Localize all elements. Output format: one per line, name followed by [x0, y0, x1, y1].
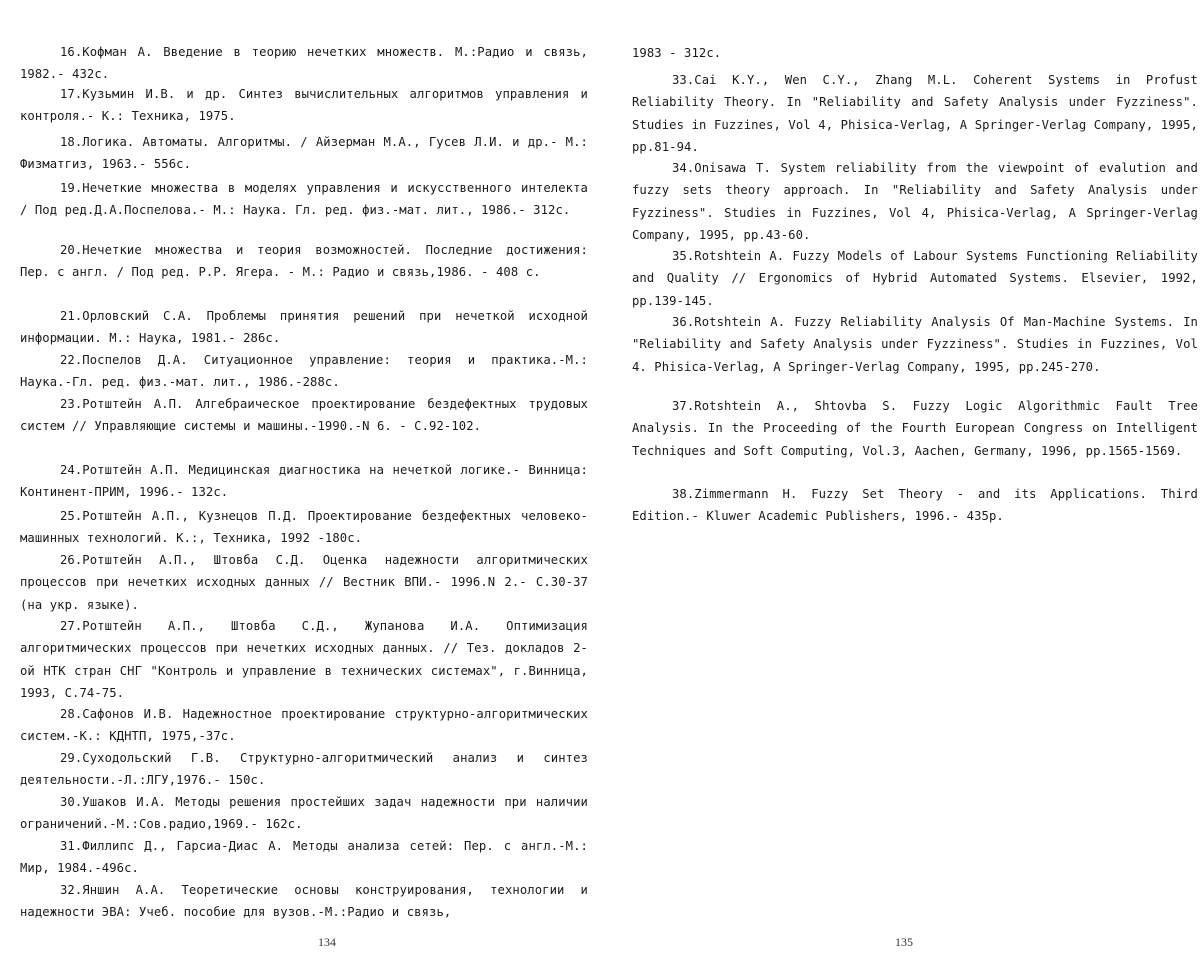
reference-33: 33.Cai K.Y., Wen C.Y., Zhang M.L. Coherent Systems in Profust Reliability Theory. In "Reliability and Safety Analysis under Fyzziness". Studies in Fuzzines, Vol 4, Phisica-Verlag, A Springer-Verlag Company, 1995, pp.81-94.: [632, 73, 1198, 154]
reference-20: 20.Нечеткие множества и теория возможностей. Последние достижения: Пер. с англ. / Под ред. Р.Р. Ягера. - М.: Радио и связь,1986. - 408 с.: [20, 243, 588, 280]
reference-16: 16.Кофман А. Введение в теорию нечетких множеств. М.:Радио и связь, 1982.- 432с.: [20, 45, 588, 82]
right-page: [610, 0, 1200, 969]
reference-26: 26.Ротштейн А.П., Штовба С.Д. Оценка надежности алгоритмических процессов при нечетких исходных данных // Вестник ВПИ.- 1996.N 2.- С.30-37 (на укр. языке).: [20, 553, 588, 612]
reference-27: 27.Ротштейн А.П., Штовба С.Д., Жупанова И.А. Оптимизация алгоритмических процессов при нечетких исходных данных. // Тез. докладов 2-ой НТК стран СНГ "Контроль и управление в технических системах", г.Винница, 1993, С.74-75.: [20, 619, 588, 700]
reference-29: 29.Суходольский Г.В. Структурно-алгоритмический анализ и синтез деятельности.-Л.:ЛГУ,1976.- 150с.: [20, 751, 588, 788]
reference-38: 38.Zimmermann H. Fuzzy Set Theory - and its Applications. Third Edition.- Kluwer Academic Publishers, 1996.- 435p.: [632, 487, 1198, 524]
page-number-left: 134: [318, 935, 336, 949]
page-number-right: 135: [895, 935, 913, 949]
reference-23: 23.Ротштейн А.П. Алгебраическое проектирование бездефектных трудовых систем // Управляющие системы и машины.-1990.-N 6. - С.92-102.: [20, 397, 588, 434]
reference-22: 22.Поспелов Д.А. Ситуационное управление: теория и практика.-М.: Наука.-Гл. ред. физ.-мат. лит., 1986.-288с.: [20, 353, 588, 390]
reference-37: 37.Rotshtein A., Shtovba S. Fuzzy Logic Algorithmic Fault Tree Analysis. In the Proceeding of the Fourth European Congress on Intelligent Techniques and Soft Computing, Vol.3, Aachen, Germany, 1996, pp.1565-1569.: [632, 399, 1198, 458]
reference-17: 17.Кузьмин И.В. и др. Синтез вычислительных алгоритмов управления и контроля.- К.: Техника, 1975.: [20, 87, 588, 124]
reference-35: 35.Rotshtein A. Fuzzy Models of Labour Systems Functioning Reliability and Quality // Ergonomics of Hybrid Automated Systems. Elsevier, 1992, pp.139-145.: [632, 249, 1198, 308]
reference-24: 24.Ротштейн А.П. Медицинская диагностика на нечеткой логике.- Винница: Континент-ПРИМ, 1996.- 132с.: [20, 463, 588, 500]
reference-28: 28.Сафонов И.В. Надежностное проектирование структурно-алгоритмических систем.-К.: КДНТП, 1975,-37с.: [20, 707, 588, 744]
reference-18: 18.Логика. Автоматы. Алгоритмы. / Айзерман М.А., Гусев Л.И. и др.- М.: Физматгиз, 1963.- 556с.: [20, 135, 588, 172]
reference-32-continuation: 1983 - 312с.: [632, 46, 722, 61]
reference-31: 31.Филлипс Д., Гарсиа-Диас А. Методы анализа сетей: Пер. с англ.-М.: Мир, 1984.-496с.: [20, 839, 588, 876]
reference-19: 19.Нечеткие множества в моделях управления и искусственного интелекта / Под ред.Д.А.Поспелова.- М.: Наука. Гл. ред. физ.-мат. лит., 1986.- 312с.: [20, 181, 588, 218]
reference-32: 32.Яншин А.А. Теоретические основы конструирования, технологии и надежности ЭВА: Учеб. пособие для вузов.-М.:Радио и связь,: [20, 883, 588, 920]
reference-21: 21.Орловский С.А. Проблемы принятия решений при нечеткой исходной информации. М.: Наука, 1981.- 286с.: [20, 309, 588, 346]
reference-36: 36.Rotshtein A. Fuzzy Reliability Analysis Of Man-Machine Systems. In "Reliability and Safety Analysis under Fyzziness". Studies in Fuzzines, Vol 4. Phisica-Verlag, A Springer-Verlag Company, 1995, pp.245-270.: [632, 315, 1198, 374]
reference-34: 34.Onisawa T. System reliability from the viewpoint of evalution and fuzzy sets theory approach. In "Reliability and Safety Analysis under Fyzziness". Studies in Fuzzines, Vol 4, Phisica-Verlag, A Springer-Verlag Company, 1995, pp.43-60.: [632, 161, 1198, 242]
reference-25: 25.Ротштейн А.П., Кузнецов П.Д. Проектирование бездефектных человеко-машинных технологий. К.:, Техника, 1992 -180с.: [20, 509, 588, 546]
reference-30: 30.Ушаков И.А. Методы решения простейших задач надежности при наличии ограничений.-М.:Сов.радио,1969.- 162с.: [20, 795, 588, 832]
